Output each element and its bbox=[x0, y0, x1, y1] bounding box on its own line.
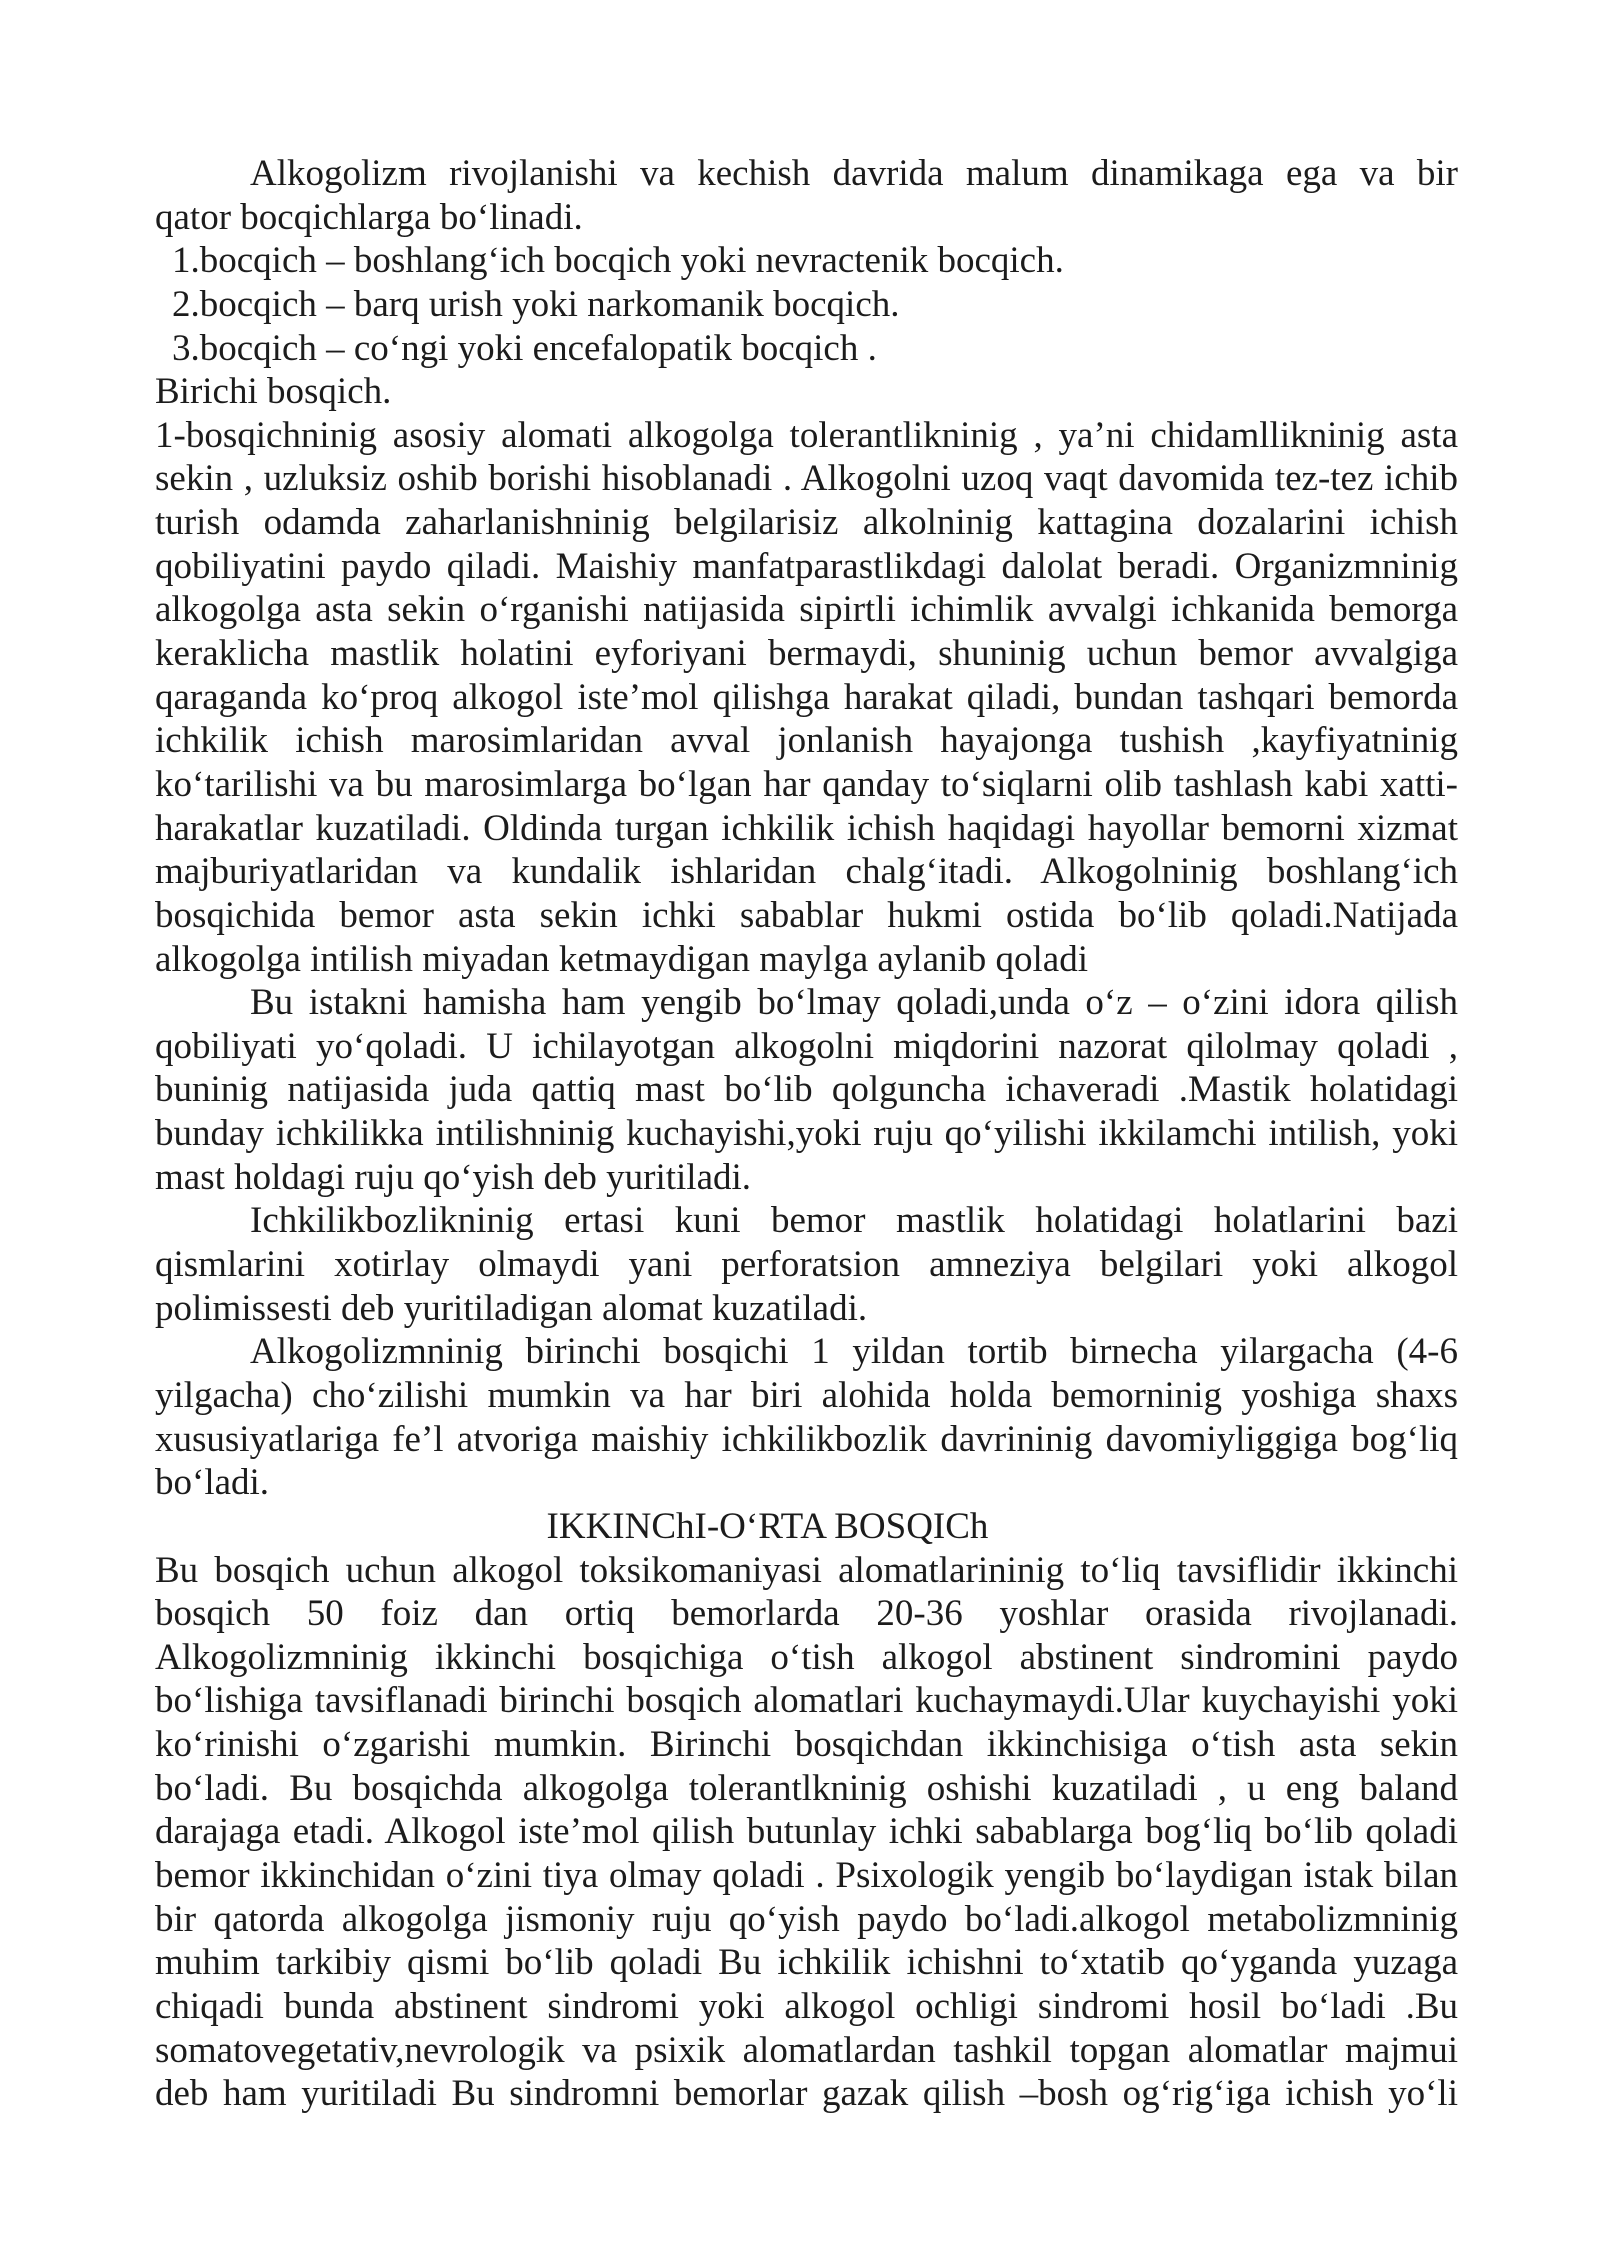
stage-item: 3.bocqich – co‘ngi yoki encefalopatik bocqich . bbox=[172, 327, 877, 369]
paragraph-line: bosqich 50 foiz dan ortiq bemorlarda 20-36 yoshlar orasida rivojlanadi. bbox=[155, 1593, 1458, 1635]
paragraph-line: deb ham yuritiladi Bu sindromni bemorlar gazak qilish –bosh og‘rig‘iga ichish yo‘li bbox=[155, 2073, 1458, 2115]
paragraph bbox=[155, 414, 1458, 981]
intro-paragraph bbox=[155, 152, 1458, 239]
paragraph-line: ko‘rinishi o‘zgarishi mumkin. Birinchi bosqichdan ikkinchisiga o‘tish asta sekin bbox=[155, 1724, 1458, 1766]
paragraph-line: harakatlar kuzatiladi. Oldinda turgan ichkilik ichish haqidagi hayollar bemorni xizmat bbox=[155, 807, 1458, 849]
paragraph-line: bosqichida bemor asta sekin ichki sabablar hukmi ostida bo‘lib qoladi.Natijada bbox=[155, 894, 1458, 936]
document-page bbox=[155, 152, 1458, 2116]
paragraph-line: bo‘lishiga tavsiflanadi birinchi bosqich alomatlari kuchaymaydi.Ular kuychayishi yoki bbox=[155, 1680, 1458, 1722]
paragraph-line: yilgacha) cho‘zilishi mumkin va har biri alohida holda bemorninig yoshiga shaxs bbox=[155, 1374, 1458, 1416]
stage-item: 2.bocqich – barq urish yoki narkomanik bocqich. bbox=[172, 283, 900, 325]
paragraph-line: turish odamda zaharlanishninig belgilarisiz alkolninig kattagina dozalarini ichish bbox=[155, 502, 1458, 544]
paragraph-line: Alkogolizm rivojlanishi va kechish davrida malum dinamikaga ega va bir bbox=[250, 153, 1458, 194]
section-heading: IKKINChI-O‘RTA BOSQICh bbox=[546, 1505, 989, 1547]
paragraph-line: Alkogolizmninig birinchi bosqichi 1 yildan tortib birnecha yilargacha (4-6 bbox=[250, 1331, 1458, 1373]
paragraph-line: alkogolga asta sekin o‘rganishi natijasida sipirtli ichimlik avvalgi ichkanida bemorga bbox=[155, 589, 1458, 631]
paragraph bbox=[155, 1549, 1458, 2116]
paragraph-line: qobiliyatini paydo qiladi. Maishiy manfatparastlikdagi dalolat beradi. Organizmninig bbox=[155, 545, 1458, 587]
paragraph-line: Alkogolizmninig ikkinchi bosqichiga o‘tish alkogol abstinent sindromini paydo bbox=[155, 1636, 1458, 1678]
paragraph-line: qismlarini xotirlay olmaydi yani perforatsion amneziya belgilari yoki alkogol bbox=[155, 1244, 1458, 1286]
stage-item: 1.bocqich – boshlang‘ich bocqich yoki nevractenik bocqich. bbox=[172, 240, 1064, 282]
paragraph-line: bunday ichkilikka intilishninig kuchayishi,yoki ruju qo‘yilishi ikkilamchi intilish, yoki bbox=[155, 1113, 1458, 1155]
paragraph-line: buninig natijasida juda qattiq mast bo‘lib qolguncha ichaveradi .Mastik holatidagi bbox=[155, 1069, 1458, 1111]
paragraph-line: bemor ikkinchidan o‘zini tiya olmay qoladi . Psixologik yengib bo‘laydigan istak bilan bbox=[155, 1854, 1458, 1896]
paragraph-line: majburiyatlaridan va kundalik ishlaridan chalg‘itadi. Alkogolninig boshlang‘ich bbox=[155, 851, 1458, 893]
section-heading: Birichi bosqich. bbox=[155, 371, 392, 413]
paragraph-line: qator bocqichlarga bo‘linadi. bbox=[155, 196, 583, 238]
paragraph-line: polimissesti deb yuritiladigan alomat kuzatiladi. bbox=[155, 1287, 868, 1329]
paragraph-line: 1-bosqichninig asosiy alomati alkogolga tolerantlikninig , ya’ni chidamllikninig asta bbox=[155, 414, 1458, 456]
paragraph bbox=[155, 981, 1458, 1199]
paragraph-line: ichkilik ichish marosimlaridan avval jonlanish hayajonga tushish ,kayfiyatninig bbox=[155, 720, 1458, 762]
paragraph-line: qaraganda ko‘proq alkogol iste’mol qilishga harakat qiladi, bundan tashqari bemorda bbox=[155, 676, 1458, 718]
paragraph-line: xususiyatlariga fe’l atvoriga maishiy ichkilikbozlik davrininig davomiyliggiga bog‘liq bbox=[155, 1418, 1458, 1460]
paragraph-line: somatovegetativ,nevrologik va psixik alomatlardan tashkil topgan alomatlar majmui bbox=[155, 2029, 1458, 2071]
paragraph-line: Bu bosqich uchun alkogol toksikomaniyasi alomatlarininig to‘liq tavsiflidir ikkinchi bbox=[155, 1549, 1458, 1591]
paragraph-line: bo‘ladi. bbox=[155, 1462, 270, 1504]
paragraph-line: muhim tarkibiy qismi bo‘lib qoladi Bu ichkilik ichishni to‘xtatib qo‘yganda yuzaga bbox=[155, 1942, 1458, 1984]
paragraph-line: mast holdagi ruju qo‘yish deb yuritiladi. bbox=[155, 1156, 752, 1198]
paragraph bbox=[155, 1330, 1458, 1505]
paragraph-line: bo‘ladi. Bu bosqichda alkogolga tolerantlkninig oshishi kuzatiladi , u eng baland bbox=[155, 1767, 1458, 1809]
paragraph-line: Bu istakni hamisha ham yengib bo‘lmay qoladi,unda o‘z – o‘zini idora qilish bbox=[250, 982, 1458, 1024]
paragraph-line: sekin , uzluksiz oshib borishi hisoblanadi . Alkogolni uzoq vaqt davomida tez-tez ichib bbox=[155, 458, 1458, 500]
paragraph-line: keraklicha mastlik holatini eyforiyani bermaydi, shuninig uchun bemor avvalgiga bbox=[155, 633, 1458, 675]
paragraph-line: ko‘tarilishi va bu marosimlarga bo‘lgan har qanday to‘siqlarni olib tashlash kabi xatti- bbox=[155, 763, 1458, 805]
paragraph-line: darajaga etadi. Alkogol iste’mol qilish butunlay ichki sabablarga bog‘liq bo‘lib qoladi bbox=[155, 1811, 1458, 1853]
paragraph bbox=[155, 1199, 1458, 1330]
paragraph-line: bir qatorda alkogolga jismoniy ruju qo‘yish paydo bo‘ladi.alkogol metabolizmninig bbox=[155, 1898, 1458, 1940]
stages-list bbox=[155, 239, 1458, 370]
paragraph-line: Ichkilikbozlikninig ertasi kuni bemor mastlik holatidagi holatlarini bazi bbox=[250, 1200, 1458, 1242]
paragraph-line: alkogolga intilish miyadan ketmaydigan maylga aylanib qoladi bbox=[155, 938, 1089, 980]
paragraph-line: qobiliyati yo‘qoladi. U ichilayotgan alkogolni miqdorini nazorat qilolmay qoladi , bbox=[155, 1025, 1458, 1067]
paragraph-line: chiqadi bunda abstinent sindromi yoki alkogol ochligi sindromi hosil bo‘ladi .Bu bbox=[155, 1985, 1458, 2027]
